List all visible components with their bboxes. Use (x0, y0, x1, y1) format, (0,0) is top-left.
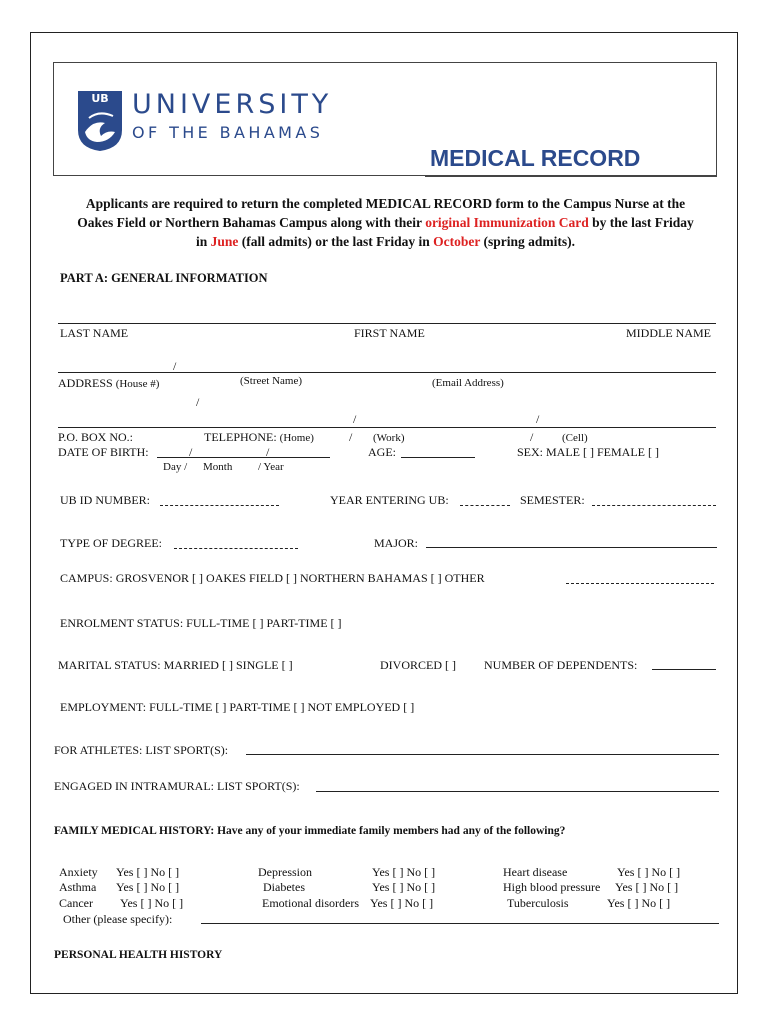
intro-highlight: October (433, 234, 481, 249)
dob-day-hint: Day / (163, 461, 188, 473)
first-name-label: FIRST NAME (354, 326, 425, 340)
major-input-line[interactable] (426, 547, 717, 548)
phone-separator: / (536, 412, 540, 426)
major-label: MAJOR: (374, 536, 419, 550)
logo-text-of-the-bahamas: OF THE BAHAMAS (132, 123, 324, 142)
house-number-hint: (House #) (115, 378, 160, 390)
intro-text: in (195, 234, 211, 249)
address-label-text: ADDRESS (58, 376, 113, 390)
title-divider (425, 176, 717, 177)
other-condition-input-line[interactable] (201, 923, 719, 924)
condition-yes-no[interactable]: Yes [ ] No [ ] (370, 896, 434, 910)
condition-yes-no[interactable]: Yes [ ] No [ ] (372, 880, 436, 894)
semester-label: SEMESTER: (520, 493, 585, 507)
intro-line-1: Applicants are required to return the completed MEDICAL RECORD form to the Campus Nurse at the (85, 196, 686, 211)
age-input-line[interactable] (401, 457, 475, 458)
intro-text: by the last Friday (588, 215, 694, 230)
intro-highlight: original Immunization Card (425, 215, 589, 230)
degree-type-label: TYPE OF DEGREE: (60, 536, 162, 550)
marital-status-selector[interactable]: MARITAL STATUS: MARRIED [ ] SINGLE [ ] (58, 658, 293, 672)
employment-selector[interactable]: EMPLOYMENT: FULL-TIME [ ] PART-TIME [ ] NOT EMPLOYED [ ] (60, 700, 415, 714)
condition-yes-no[interactable]: Yes [ ] No [ ] (120, 896, 184, 910)
intro-line-3 (58, 232, 713, 252)
degree-type-input-line[interactable] (174, 548, 298, 549)
condition-label: High blood pressure (503, 880, 601, 894)
part-a-heading: PART A: GENERAL INFORMATION (60, 271, 268, 285)
condition-yes-no[interactable]: Yes [ ] No [ ] (607, 896, 671, 910)
condition-yes-no[interactable]: Yes [ ] No [ ] (615, 880, 679, 894)
telephone-label-text: TELEPHONE: (204, 430, 277, 444)
condition-label: Anxiety (59, 865, 98, 879)
campus-selector[interactable]: CAMPUS: GROSVENOR [ ] OAKES FIELD [ ] NORTHERN BAHAMAS [ ] OTHER (60, 571, 485, 585)
ub-id-input-line[interactable] (160, 505, 279, 506)
email-address-hint: (Email Address) (432, 377, 504, 389)
condition-label: Asthma (59, 880, 97, 894)
family-history-heading-text: FAMILY MEDICAL HISTORY (54, 825, 211, 837)
name-input-line[interactable] (58, 323, 716, 324)
intramural-sports-input-line[interactable] (316, 791, 719, 792)
age-label: AGE: (368, 445, 396, 459)
condition-yes-no[interactable]: Yes [ ] No [ ] (116, 880, 180, 894)
telephone-label (204, 430, 314, 445)
dob-year-hint: / Year (258, 461, 284, 473)
campus-other-input-line[interactable] (566, 583, 714, 584)
address-label (58, 376, 159, 391)
document-title: MEDICAL RECORD (430, 145, 641, 171)
other-condition-label: Other (please specify): (63, 912, 173, 926)
logo-badge-text: UB (91, 92, 109, 105)
dob-separator: / (266, 445, 270, 459)
sex-selector[interactable]: SEX: MALE [ ] FEMALE [ ] (517, 445, 659, 459)
phone-separator: / (349, 430, 353, 444)
condition-label: Depression (258, 865, 312, 879)
pobox-label: P.O. BOX NO.: (58, 430, 134, 444)
pobox-telephone-input-line[interactable] (58, 427, 716, 428)
ub-crest-icon (77, 90, 123, 152)
intramural-sports-label: ENGAGED IN INTRAMURAL: LIST SPORT(S): (54, 779, 300, 793)
work-phone-hint: (Work) (373, 432, 405, 444)
condition-yes-no[interactable]: Yes [ ] No [ ] (617, 865, 681, 879)
last-name-label: LAST NAME (60, 326, 129, 340)
dob-month-hint: Month (203, 461, 233, 473)
year-entering-label: YEAR ENTERING UB: (330, 493, 449, 507)
condition-label: Tuberculosis (507, 896, 569, 910)
dependents-input-line[interactable] (652, 669, 716, 670)
condition-yes-no[interactable]: Yes [ ] No [ ] (116, 865, 180, 879)
dependents-label: NUMBER OF DEPENDENTS: (484, 658, 638, 672)
semester-input-line[interactable] (592, 505, 716, 506)
intro-highlight: June (210, 234, 239, 249)
enrolment-status-selector[interactable]: ENROLMENT STATUS: FULL-TIME [ ] PART-TIME [ ] (60, 616, 342, 630)
street-name-hint: (Street Name) (240, 375, 302, 387)
family-history-question: : Have any of your immediate family members had any of the following? (210, 825, 566, 837)
condition-label: Emotional disorders (262, 896, 359, 910)
middle-name-label: MIDDLE NAME (626, 326, 711, 340)
home-phone-hint: (Home) (279, 432, 314, 444)
dob-input-line[interactable] (157, 457, 330, 458)
condition-yes-no[interactable]: Yes [ ] No [ ] (372, 865, 436, 879)
dob-label: DATE OF BIRTH: (58, 445, 149, 459)
address-separator: / (173, 359, 177, 373)
divorced-checkbox[interactable]: DIVORCED [ ] (380, 658, 456, 672)
address-input-line[interactable] (58, 372, 716, 373)
logo-text-university: UNIVERSITY (132, 89, 333, 120)
pobox-separator: / (196, 395, 200, 409)
condition-label: Diabetes (263, 880, 305, 894)
condition-label: Heart disease (503, 865, 568, 879)
ub-id-label: UB ID NUMBER: (60, 493, 151, 507)
condition-label: Cancer (59, 896, 93, 910)
intro-line-2 (58, 213, 713, 233)
athletes-sports-input-line[interactable] (246, 754, 719, 755)
phone-separator: / (353, 412, 357, 426)
intro-text: (fall admits) or the last Friday in (238, 234, 434, 249)
university-logo (77, 90, 347, 152)
athletes-sports-label: FOR ATHLETES: LIST SPORT(S): (54, 743, 229, 757)
intro-text: (spring admits). (480, 234, 576, 249)
dob-separator: / (189, 445, 193, 459)
phone-separator: / (530, 430, 534, 444)
year-entering-input-line[interactable] (460, 505, 510, 506)
cell-phone-hint: (Cell) (562, 432, 588, 444)
intro-text: Oakes Field or Northern Bahamas Campus along with their (77, 215, 426, 230)
family-history-heading (54, 824, 565, 838)
personal-health-heading: PERSONAL HEALTH HISTORY (54, 949, 223, 961)
